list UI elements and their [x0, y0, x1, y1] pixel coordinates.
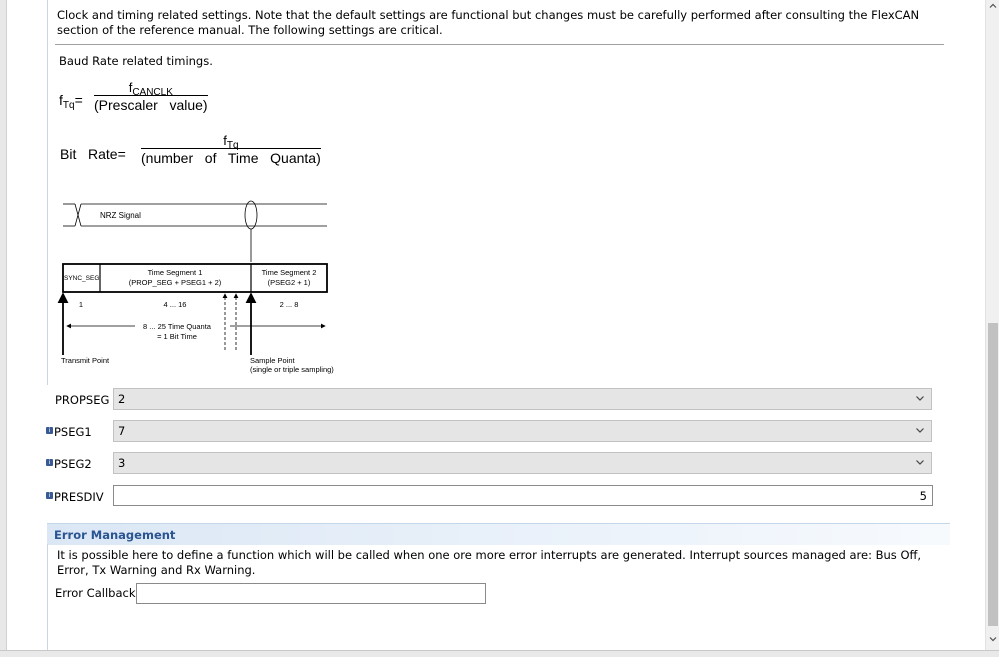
- ftq-fraction: $f_{CANCLK}$ (Prescaler value): [94, 80, 208, 113]
- pseg2-row: [46, 452, 946, 476]
- pseg1-value: 7: [118, 424, 126, 438]
- ts2-label-1: Time Segment 2: [261, 268, 317, 277]
- bit-timing-diagram: [55, 190, 345, 380]
- propseg-label: PROPSEG: [55, 393, 110, 407]
- section-border: [47, 0, 48, 385]
- bit-rate-formula: Bit Rate= $f_{Tq}$ (number of Time Quanta): [60, 133, 321, 166]
- baud-rate-subheading: Baud Rate related timings.: [59, 54, 213, 68]
- presdiv-row: [46, 485, 946, 509]
- error-management-section: [47, 523, 950, 650]
- pseg1-row: [46, 420, 946, 444]
- left-border: [0, 0, 7, 656]
- ftq-formula: $f_{Tq}=$ $f_{CANCLK}$ (Prescaler value): [59, 80, 208, 113]
- presdiv-input[interactable]: [113, 485, 933, 506]
- pseg2-value: 3: [118, 456, 126, 470]
- scroll-down-icon[interactable]: [989, 635, 997, 643]
- propseg-row: [46, 388, 946, 412]
- bit-rate-fraction: $f_{Tq}$ (number of Time Quanta): [141, 133, 321, 166]
- pseg2-select[interactable]: [113, 452, 932, 474]
- ts1-label-1: Time Segment 1: [147, 268, 203, 277]
- pseg2-label-wrap: [46, 457, 92, 471]
- sample-point-label-1: Sample Point: [250, 356, 295, 365]
- chevron-down-icon: [915, 425, 925, 435]
- scroll-up-icon[interactable]: [989, 2, 997, 10]
- sync-count: 1: [78, 300, 84, 309]
- vertical-scrollbar[interactable]: [985, 0, 999, 650]
- error-callback-label: Error Callback: [55, 586, 136, 600]
- propseg-value: 2: [118, 392, 126, 406]
- error-callback-input[interactable]: [136, 583, 486, 604]
- chevron-down-icon: [915, 393, 925, 403]
- presdiv-label-wrap: [46, 490, 104, 504]
- info-icon: i: [46, 427, 53, 434]
- section-divider: [55, 44, 944, 45]
- ts2-label-2: (PSEG2 + 1): [267, 278, 311, 287]
- error-management-title: Error Management: [54, 528, 176, 542]
- pseg1-select[interactable]: [113, 420, 932, 442]
- presdiv-label: PRESDIV: [54, 490, 104, 504]
- ts1-label-2: (PROP_SEG + PSEG1 + 2): [128, 278, 222, 287]
- sync-seg-label: SYNC_SEG: [64, 275, 100, 282]
- quanta-label-2: = 1 Bit Time: [157, 332, 197, 341]
- pseg2-label: PSEG2: [54, 457, 92, 471]
- info-icon: i: [46, 492, 53, 499]
- pseg1-label-wrap: [46, 425, 92, 439]
- nrz-signal-label: NRZ Signal: [100, 211, 141, 220]
- info-icon: i: [46, 459, 53, 466]
- error-management-description: It is possible here to define a function which will be called when one ore more error interrupts are generated. Interrupt sources managed are: Bus Off, Error, Tx Warning and Rx Warning.: [57, 548, 922, 577]
- quanta-label-1: 8 ... 25 Time Quanta: [143, 322, 211, 331]
- section-border: [47, 544, 48, 650]
- ts1-range: 4 ... 16: [163, 300, 187, 309]
- sample-point-label-2: (single or triple sampling): [250, 365, 334, 374]
- chevron-down-icon: [915, 457, 925, 467]
- propseg-select[interactable]: [113, 388, 932, 410]
- presdiv-value: 5: [919, 489, 927, 503]
- scrollbar-thumb[interactable]: [988, 323, 998, 626]
- error-management-header[interactable]: [47, 523, 950, 545]
- pseg1-label: PSEG1: [54, 425, 92, 439]
- ts2-range: 2 ... 8: [279, 300, 299, 309]
- section-description: Clock and timing related settings. Note that the default settings are functional but changes must be carefully performed after consulting the FlexCAN section of the reference manual. The following settings are critical.: [57, 8, 920, 37]
- transmit-point-label: Transmit Point: [61, 356, 110, 365]
